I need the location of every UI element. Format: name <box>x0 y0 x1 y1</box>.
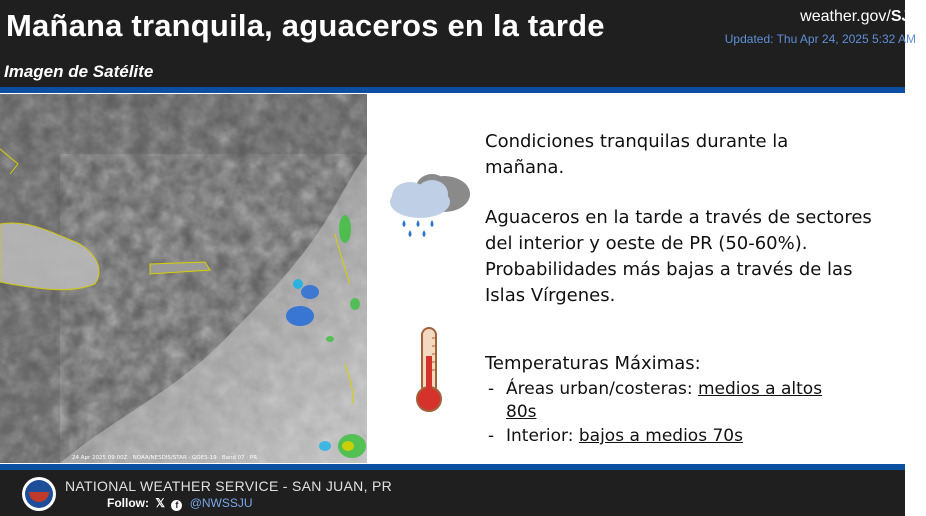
follow-label: Follow: <box>107 496 149 510</box>
facebook-icon[interactable]: f <box>171 500 182 511</box>
temp-value: medios a altos <box>697 379 823 399</box>
site-link[interactable] <box>800 8 922 26</box>
bullet-dash: - <box>488 379 495 399</box>
temp-value: bajos a medios 70s <box>578 426 743 446</box>
temp-label: Áreas urban/costeras: <box>506 379 698 399</box>
temps-title: Temperaturas Máximas: <box>485 353 701 374</box>
temp-item-coastal <box>488 378 878 424</box>
social-follow <box>107 496 253 511</box>
nws-logo <box>22 477 56 511</box>
page-title: Mañana tranquila, aguaceros en la tarde <box>6 8 605 43</box>
nws-logo-inner <box>25 480 53 508</box>
temp-item-interior <box>488 425 878 448</box>
temp-value-cont: 80s <box>506 402 537 422</box>
agency-name: NATIONAL WEATHER SERVICE - SAN JUAN, PR <box>65 478 393 494</box>
satellite-image <box>0 94 367 463</box>
temp-label: Interior: <box>506 426 579 446</box>
rain-cloud-icon <box>382 168 474 240</box>
thermometer-icon <box>414 326 444 414</box>
afternoon-forecast: Aguaceros en la tarde a través de sectores del interior y oeste de PR (50-60%). Probabilidades más bajas a través de las Islas Vírgenes. <box>485 207 872 306</box>
site-prefix: weather.gov/ <box>800 8 891 25</box>
bullet-dash: - <box>488 426 495 446</box>
site-office: SJU <box>890 8 922 25</box>
social-handle[interactable]: @NWSSJU <box>189 496 253 510</box>
page-subtitle: Imagen de Satélite <box>4 62 154 81</box>
satellite-imagery-graphic <box>0 94 367 463</box>
x-icon[interactable]: 𝕏 <box>155 496 166 510</box>
morning-forecast: Condiciones tranquilas durante la mañana. <box>485 131 789 178</box>
satellite-caption: 24 Apr 2025 09:00Z · NOAA/NESDIS/STAR · GOES-19 · Band 07 · PR <box>72 455 258 461</box>
header-divider <box>0 87 905 93</box>
updated-timestamp: Updated: Thu Apr 24, 2025 5:32 AM <box>724 32 916 46</box>
